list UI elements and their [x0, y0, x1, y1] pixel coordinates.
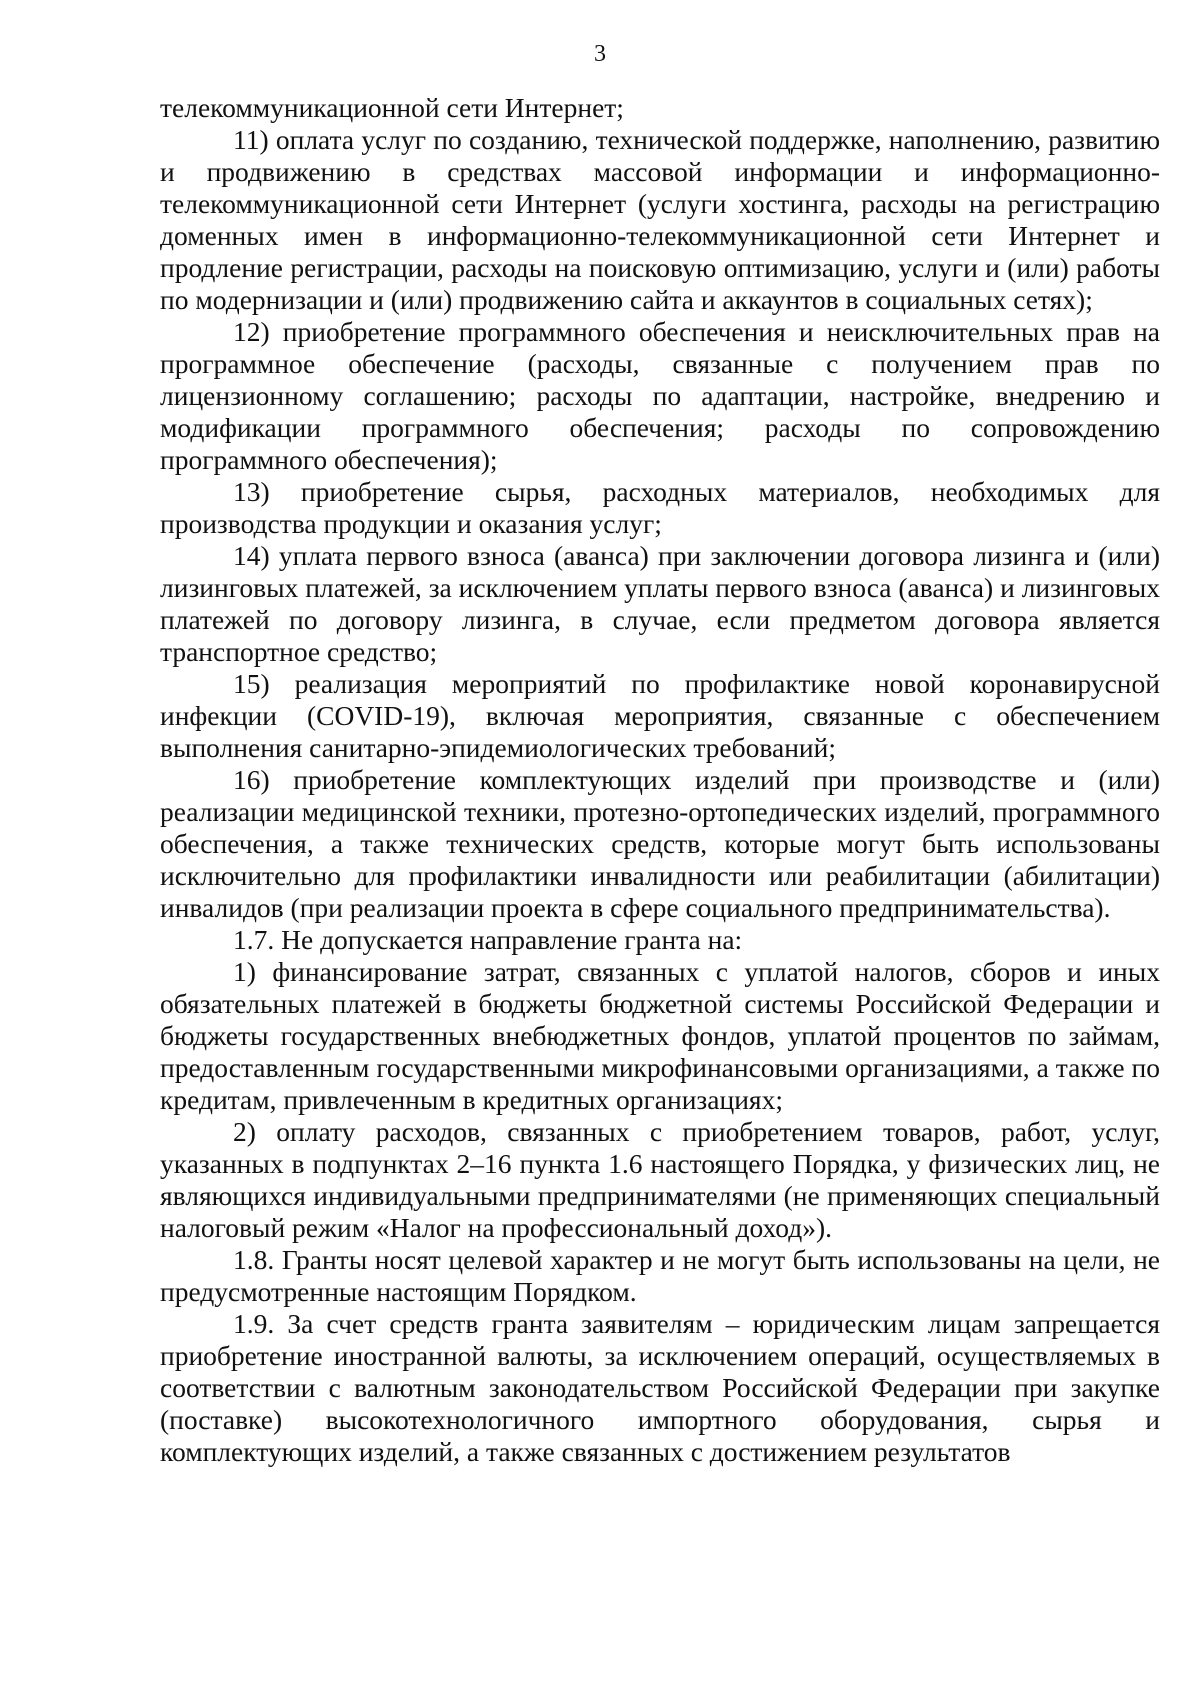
document-body [160, 92, 1160, 1468]
paragraph-section-1-7-item-1: 1) финансирование затрат, связанных с уплатой налогов, сборов и иных обязательных платежей в бюджеты бюджетной системы Российской Федерации и бюджеты государственных внебюджетных фондов, уплатой процентов по займам, предоставленным государственными микрофинансовыми организациями, а также по кредитам, привлеченным в кредитных организациях; [160, 956, 1160, 1115]
paragraph-item-11: 11) оплата услуг по созданию, технической поддержке, наполнению, развитию и продвижению в средствах массовой информации и информационно-телекоммуникационной сети Интернет (услуги хостинга, расходы на регистрацию доменных имен в информационно-телекоммуникационной сети Интернет и продление регистрации, расходы на поисковую оптимизацию, услуги и (или) работы по модернизации и (или) продвижению сайта и аккаунтов в социальных сетях); [160, 124, 1160, 315]
paragraph-item-13: 13) приобретение сырья, расходных материалов, необходимых для производства продукции и оказания услуг; [160, 476, 1160, 539]
paragraph-continuation: телекоммуникационной сети Интернет; [160, 92, 624, 123]
paragraph-section-1-7: 1.7. Не допускается направление гранта на: [233, 924, 743, 955]
paragraph-item-12: 12) приобретение программного обеспечения и неисключительных прав на программное обеспечение (расходы, связанные с получением прав по лицензионному соглашению; расходы по адаптации, настройке, внедрению и модификации программного обеспечения; расходы по сопровождению программного обеспечения); [160, 316, 1160, 475]
paragraph-section-1-8: 1.8. Гранты носят целевой характер и не могут быть использованы на цели, не предусмотренные настоящим Порядком. [160, 1244, 1160, 1307]
paragraph-item-15: 15) реализация мероприятий по профилактике новой коронавирусной инфекции (COVID-19), включая мероприятия, связанные с обеспечением выполнения санитарно-эпидемиологических требований; [160, 668, 1160, 763]
paragraph-item-16: 16) приобретение комплектующих изделий при производстве и (или) реализации медицинской техники, протезно-ортопедических изделий, программного обеспечения, а также технических средств, которые могут быть использованы исключительно для профилактики инвалидности или реабилитации (абилитации) инвалидов (при реализации проекта в сфере социального предпринимательства). [160, 764, 1160, 923]
paragraph-item-14: 14) уплата первого взноса (аванса) при заключении договора лизинга и (или) лизинговых платежей, за исключением уплаты первого взноса (аванса) и лизинговых платежей по договору лизинга, в случае, если предметом договора является транспортное средство; [160, 540, 1160, 667]
page-number: 3 [594, 41, 606, 67]
paragraph-section-1-9: 1.9. За счет средств гранта заявителям – юридическим лицам запрещается приобретение иностранной валюты, за исключением операций, осуществляемых в соответствии с валютным законодательством Российской Федерации при закупке (поставке) высокотехнологичного импортного оборудования, сырья и комплектующих изделий, а также связанных с достижением результатов [160, 1308, 1160, 1467]
paragraph-section-1-7-item-2: 2) оплату расходов, связанных с приобретением товаров, работ, услуг, указанных в подпунктах 2–16 пункта 1.6 настоящего Порядка, у физических лиц, не являющихся индивидуальными предпринимателями (не применяющих специальный налоговый режим «Налог на профессиональный доход»). [160, 1116, 1160, 1243]
